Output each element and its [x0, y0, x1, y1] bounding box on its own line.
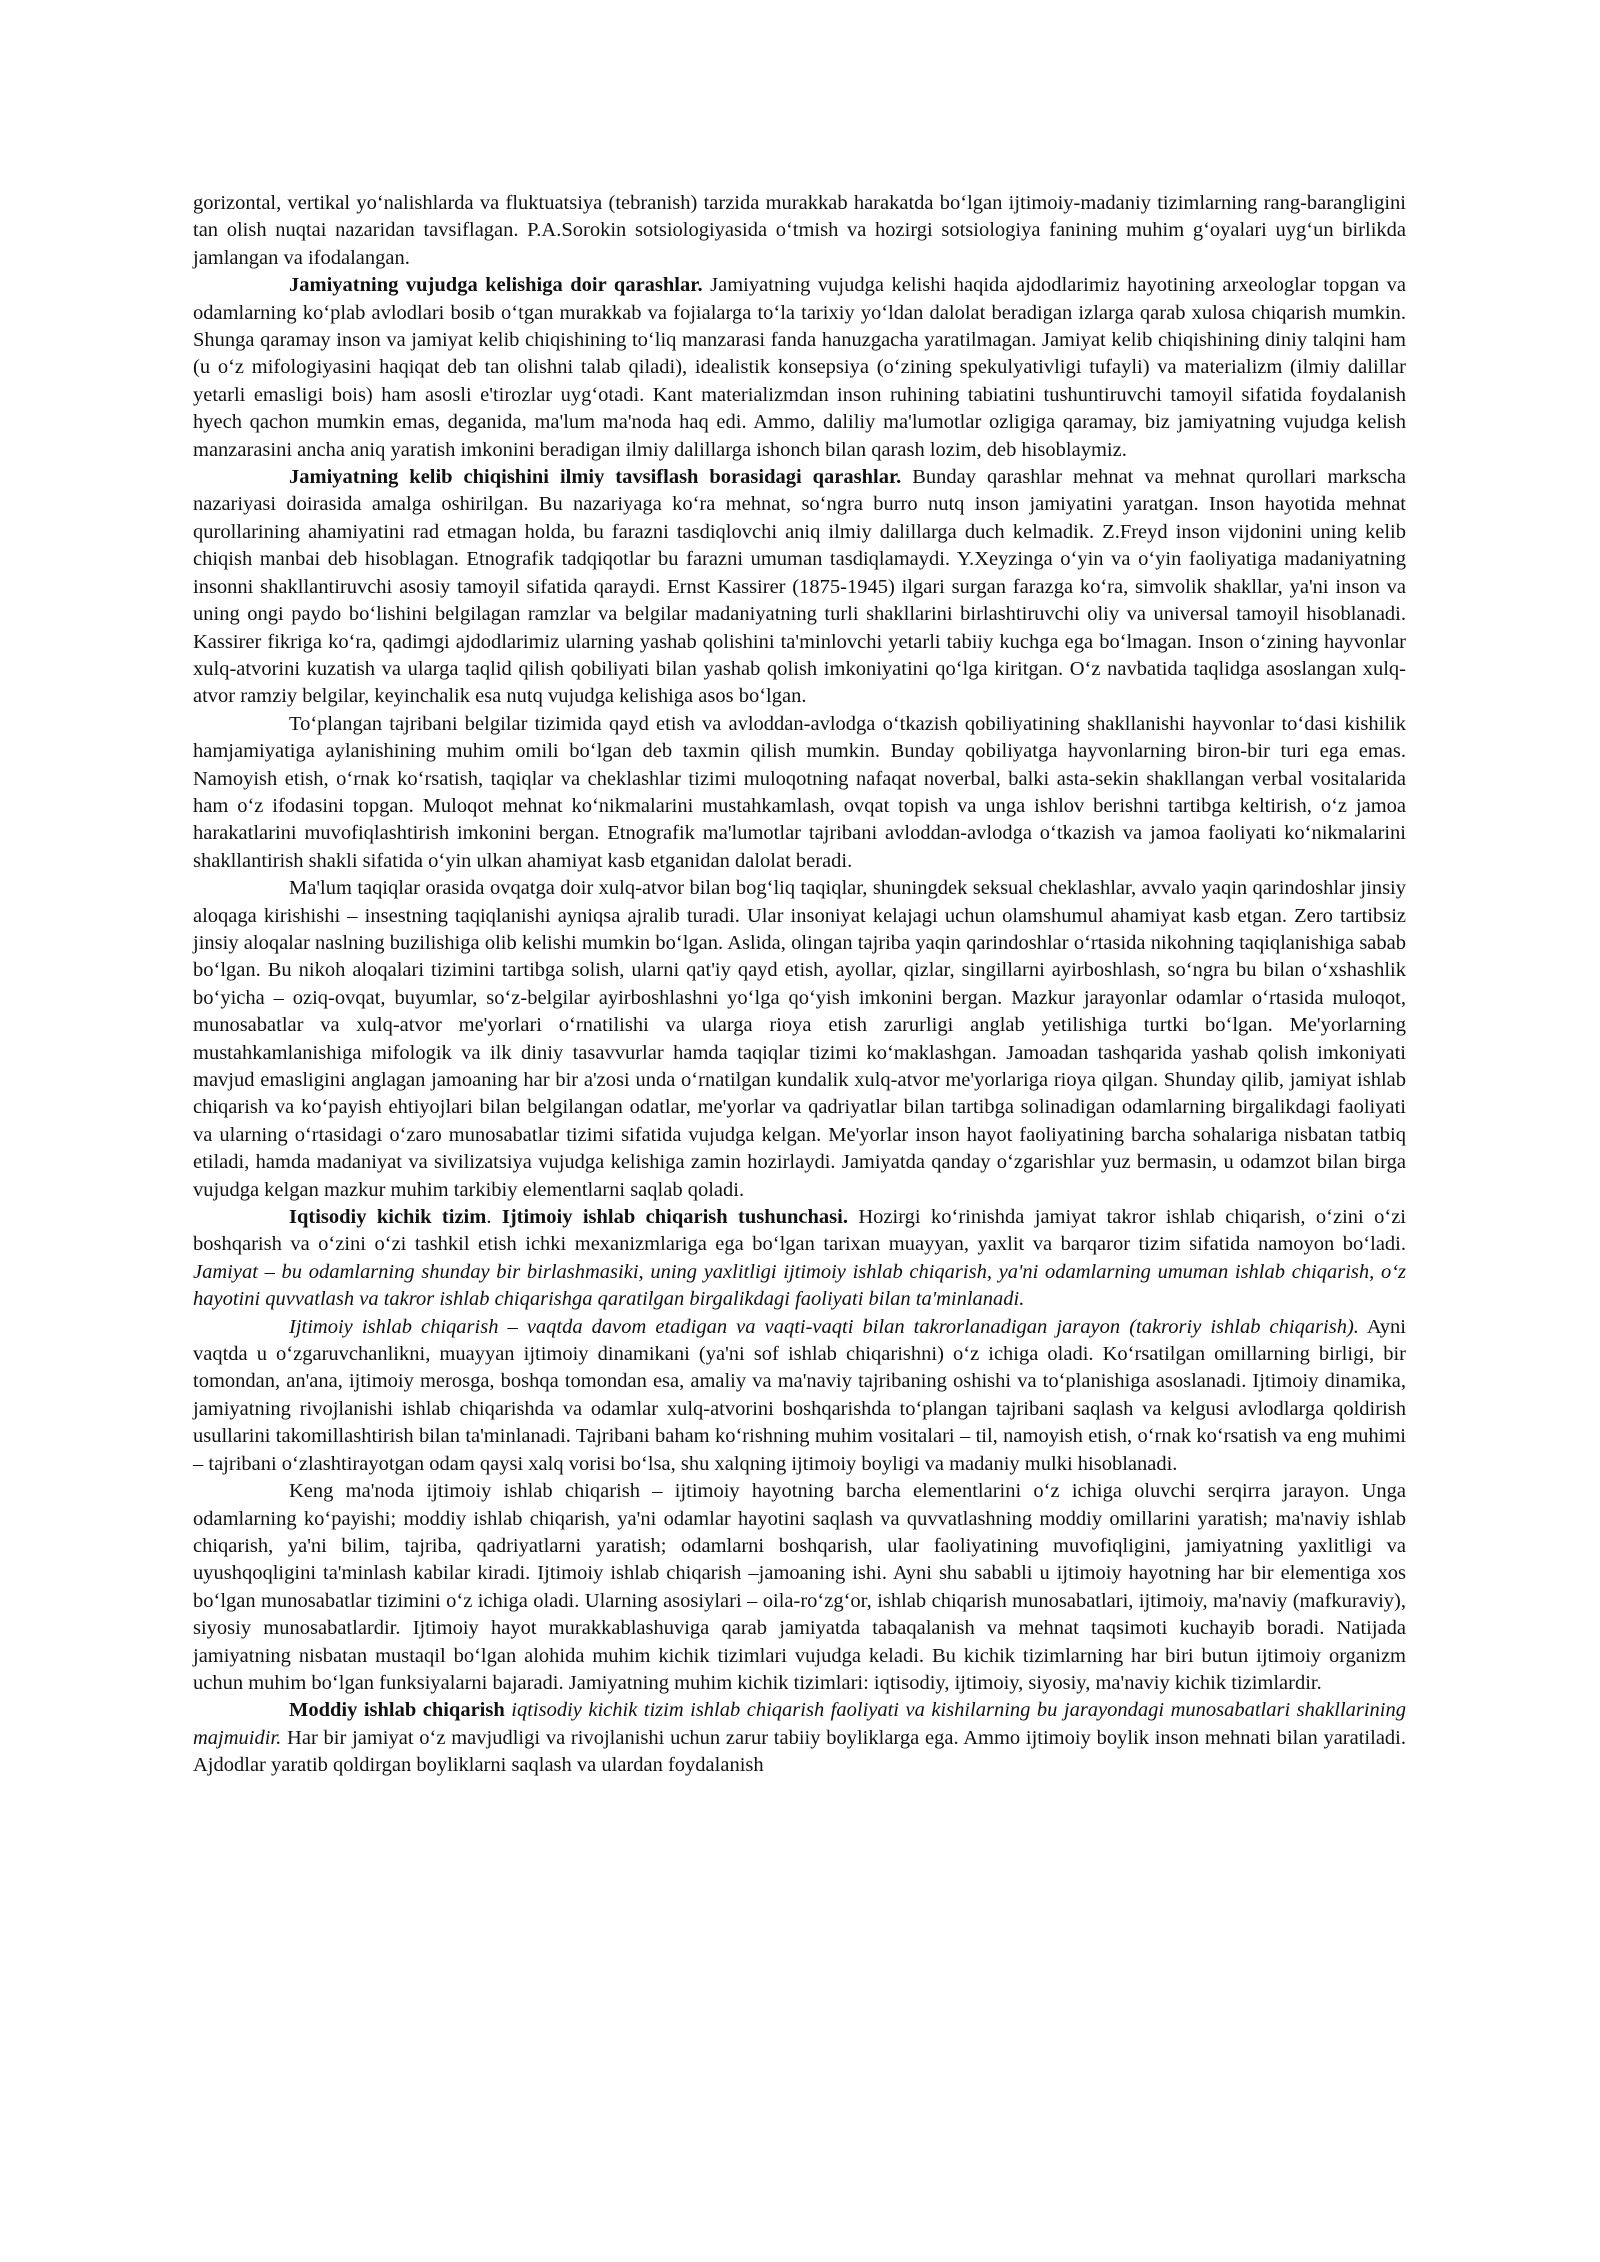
definition-text: iqtisodiy kichik tizim ishlab chiqarish faoliyati va kishilarning bu jarayondagi munosabatlari shakllarining majmuidir.: [193, 1699, 1406, 1749]
section-heading: Iqtisodiy kichik tizim: [289, 1206, 487, 1229]
text-run: Ayni vaqtda u o‘zgaruvchanlikni, muayyan ijtimoiy dinamikani (ya'ni sof ishlab chiqarishni) o‘z ichiga oladi. Ko‘rsatilgan omillarning birligi, bir tomondan, an'ana, ijtimoiy merosga, boshqa tomondan esa, amaliy va ma'naviy tajribaning oshishi va to‘planishiga asoslanadi. Ijtimoiy dinamika, jamiyatning rivojlanishi ishlab chiqarishda va odamlar xulq-atvorini boshqarishda to‘plangan tajribani saqlash va kelgusi avlodlarga qoldirish usullarini takomillashtirish bilan ta'minlanadi. Tajribani baham ko‘rishning muhim vositalari – til, namoyish etish, o‘rnak ko‘rsatish va eng muhimi – tajribani o‘zlashtirayotgan odam qaysi xalq vorisi bo‘lsa, shu xalqning ijtimoiy boyligi va madaniy mulki hisoblanadi.: [193, 1315, 1406, 1475]
paragraph-material-production: [193, 1697, 1406, 1779]
paragraph-experience: [193, 711, 1406, 875]
section-heading: Jamiyatning vujudga kelishiga doir qarashlar.: [289, 274, 703, 297]
text-run: Bunday qarashlar mehnat va mehnat qurollari markscha nazariyasi doirasida amalga oshirilgan. Bu nazariyaga ko‘ra mehnat, so‘ngra burro nutq inson jamiyatini yaratgan. Inson hayotida mehnat qurollarining ahamiyatini rad etmagan holda, bu farazni tasdiqlovchi aniq ilmiy dalillarga duch kelmadik. Z.Freyd inson vijdonini uning kelib chiqish manbai deb hisoblagan. Etnografik tadqiqotlar bu farazni umuman tasdiqlamaydi. Y.Xeyzinga o‘yin va o‘yin faoliyatiga madaniyatning insonni shakllantiruvchi asosiy tamoyil sifatida qaraydi. Ernst Kassirer (1875-1945) ilgari surgan farazga ko‘ra, simvolik shakllar, ya'ni inson va uning ongi paydo bo‘lishini belgilagan ramzlar va belgilar madaniyatning turli shakllarini birlashtiruvchi oliy va universal tamoyil hisoblanadi. Kassirer fikriga ko‘ra, qadimgi ajdodlarimiz ularning yashab qolishini ta'minlovchi yetarli tabiiy kuchga ega bo‘lmagan. Inson o‘zining hayvonlar xulq-atvorini kuzatish va ularga taqlid qilish qobiliyati bilan yashab qolish imkoniyatini qo‘lga kiritgan. O‘z navbatida taqlidga asoslangan xulq-atvor ramziy belgilar, keyinchalik esa nutq vujudga kelishiga asos bo‘lgan.: [193, 466, 1406, 708]
text-run: To‘plangan tajribani belgilar tizimida qayd etish va avloddan-avlodga o‘tkazish qobiliyatining shakllanishi hayvonlar to‘dasi kishilik hamjamiyatiga aylanishining muhim omili bo‘lgan deb taxmin qilish mumkin. Bunday qobiliyatga hayvonlarning biron-bir turi ega emas. Namoyish etish, o‘rnak ko‘rsatish, taqiqlar va cheklashlar tizimi muloqotning nafaqat noverbal, balki asta-sekin shakllangan verbal vositalarida ham o‘z ifodasini topgan. Muloqot mehnat ko‘nikmalarini mustahkamlash, ovqat topish va unga ishlov berishni tartibga keltirish, o‘z jamoa harakatlarini muvofiqlashtirish imkonini bergan. Etnografik ma'lumotlar tajribani avloddan-avlodga o‘tkazish va jamoa faoliyati ko‘nikmalarini shakllantirish shakli sifatida o‘yin ulkan ahamiyat kasb etganidan dalolat beradi.: [193, 712, 1406, 872]
paragraph-economic-subsystem: [193, 1204, 1406, 1314]
paragraph-broad-meaning: [193, 1478, 1406, 1697]
paragraph-scientific-views: [193, 464, 1406, 711]
text-run: Hozirgi ko‘rinishda jamiyat takror ishlab chiqarish, o‘zini o‘zi boshqarish va o‘zini o‘zi tashkil etish ichki mexanizmlariga ega bo‘lgan tarixan muayyan, yaxlit va barqaror tizim sifatida namoyon bo‘ladi.: [193, 1206, 1407, 1256]
text-run: Jamiyatning vujudga kelishi haqida ajdodlarimiz hayotining arxeologlar topgan va odamlarning ko‘plab avlodlari bosib o‘tgan murakkab va fojialarga to‘la tarixiy yo‘ldan dalolat beradigan izlarga qarab xulosa chiqarish mumkin. Shunga qaramay inson va jamiyat kelib chiqishining to‘liq manzarasi fanda hanuzgacha yaratilmagan. Jamiyat kelib chiqishining diniy talqini ham (u o‘z mifologiyasini haqiqat deb tan olishni talab qiladi), idealistik konsepsiya (o‘zining spekulyativligi tufayli) va materializm (ilmiy dalillar yetarli emasligi bois) ham asosli e'tirozlar uyg‘otadi. Kant materializmdan inson ruhining tabiatini tushuntiruvchi tamoyil sifatida foydalanish hyech qachon mumkin emas, deganida, ma'lum ma'noda haq edi. Ammo, daliliy ma'lumotlar ozligiga qaramay, biz jamiyatning vujudga kelish manzarasini ancha aniq yaratish imkonini beradigan ilmiy dalillarga ishonch bilan qarash lozim, deb hisoblaymiz.: [193, 274, 1406, 461]
section-heading: Jamiyatning kelib chiqishini ilmiy tavsiflash borasidagi qarashlar.: [289, 466, 902, 489]
paragraph-taboos: [193, 875, 1406, 1204]
section-heading: Moddiy ishlab chiqarish: [289, 1699, 505, 1722]
definition-text: Jamiyat – bu odamlarning shunday bir birlashmasiki, uning yaxlitligi ijtimoiy ishlab chiqarish, ya'ni odamlarning umuman ishlab chiqarish, o‘z hayotini quvvatlash va takror ishlab chiqarishga qaratilgan birgalikdagi faoliyati bilan ta'minlanadi.: [193, 1260, 1406, 1311]
document-page: [193, 190, 1406, 1780]
text-run: .: [486, 1206, 502, 1229]
paragraph-sorokin: [193, 190, 1406, 272]
text-run: gorizontal, vertikal yo‘nalishlarda va fluktuatsiya (tebranish) tarzida murakkab harakatda bo‘lgan ijtimoiy-madaniy tizimlarning rang-barangligini tan olish nuqtai nazaridan tavsiflagan. P.A.Sorokin sotsiologiyasida o‘tmish va hozirgi sotsiologiya fanining muhim g‘oyalari uyg‘un birlikda jamlangan va ifodalangan.: [193, 192, 1406, 269]
paragraph-social-production: [193, 1314, 1406, 1478]
definition-text: Ijtimoiy ishlab chiqarish – vaqtda davom etadigan va vaqti-vaqti bilan takrorlanadigan jarayon (takroriy ishlab chiqarish).: [289, 1315, 1359, 1338]
text-run: Har bir jamiyat o‘z mavjudligi va rivojlanishi uchun zarur tabiiy boyliklarga ega. Ammo ijtimoiy boylik inson mehnati bilan yaratiladi. Ajdodlar yaratib qoldirgan boyliklarni saqlash va ulardan foydalanish: [193, 1726, 1406, 1777]
text-run: Keng ma'noda ijtimoiy ishlab chiqarish – ijtimoiy hayotning barcha elementlarini o‘z ichiga oluvchi serqirra jarayon. Unga odamlarning ko‘payishi; moddiy ishlab chiqarish, ya'ni odamlar hayotini saqlash va quvvatlashning moddiy omillarini yaratish; ma'naviy ishlab chiqarish, ya'ni bilim, tajriba, qadriyatlarni yaratish; odamlarni boshqarish, ular faoliyatining muvofiqligini, jamiyatning yaxlitligi va uyushqoqligini ta'minlash kabilar kiradi. Ijtimoiy ishlab chiqarish –jamoaning ishi. Ayni shu sababli u ijtimoiy hayotning har bir elementiga xos bo‘lgan munosabatlar tizimini o‘z ichiga oladi. Ularning asosiylari – oila-ro‘zg‘or, ishlab chiqarish munosabatlari, ijtimoiy, ma'naviy (mafkuraviy), siyosiy munosabatlardir. Ijtimoiy hayot murakkablashuviga qarab jamiyatda tabaqalanish va mehnat taqsimoti kuchayib boradi. Natijada jamiyatning nisbatan mustaqil bo‘lgan alohida muhim kichik tizimlari vujudga keladi. Bu kichik tizimlarning har biri butun ijtimoiy organizm uchun muhim bo‘lgan funksiyalarni bajaradi. Jamiyatning muhim kichik tizimlari: iqtisodiy, ijtimoiy, siyosiy, ma'naviy kichik tizimlardir.: [193, 1480, 1406, 1694]
text-run: Ma'lum taqiqlar orasida ovqatga doir xulq-atvor bilan bog‘liq taqiqlar, shuningdek seksual cheklashlar, avvalo yaqin qarindoshlar jinsiy aloqaga kirishishi – insestning taqiqlanishi ayniqsa ajralib turadi. Ular insoniyat kelajagi uchun olamshumul ahamiyat kasb etgan. Zero tartibsiz jinsiy aloqalar naslning buzilishiga olib kelishi mumkin bo‘lgan. Aslida, olingan tajriba yaqin qarindoshlar o‘rtasida nikohning taqiqlanishiga sabab bo‘lgan. Bu nikoh aloqalari tizimini tartibga solish, ularni qat'iy qayd etish, ayollar, qizlar, singillarni ayirboshlash, so‘ngra bu bilan o‘xshashlik bo‘yicha – oziq-ovqat, buyumlar, so‘z-belgilar ayirboshlashni yo‘lga qo‘yish imkonini bergan. Mazkur jarayonlar odamlar o‘rtasida muloqot, munosabatlar va xulq-atvor me'yorlari o‘rnatilishi va ularga rioya etish zarurligi anglab yetilishiga turtki bo‘lgan. Me'yorlarning mustahkamlanishiga mifologik va ilk diniy tasavvurlar hamda taqiqlar tizimi ko‘maklashgan. Jamoadan tashqarida yashab qolish imkoniyati mavjud emasligini anglagan jamoaning har bir a'zosi unda o‘rnatilgan kundalik xulq-atvor me'yorlariga rioya qilgan. Shunday qilib, jamiyat ishlab chiqarish va ko‘payish ehtiyojlari bilan belgilangan odatlar, me'yorlar va qadriyatlar bilan tartibga solinadigan odamlarning birgalikdagi faoliyati va ularning o‘rtasidagi o‘zaro munosabatlar tizimi sifatida vujudga kelgan. Me'yorlar inson hayot faoliyatining barcha sohalariga nisbatan tatbiq etiladi, hamda madaniyat va sivilizatsiya vujudga kelishiga zamin hozirlaydi. Jamiyatda qanday o‘zgarishlar yuz bermasin, u odamzot bilan birga vujudga kelgan mazkur muhim tarkibiy elementlarni saqlab qoladi.: [193, 877, 1406, 1201]
section-heading: Ijtimoiy ishlab chiqarish tushunchasi.: [501, 1206, 848, 1229]
paragraph-emergence-views: [193, 272, 1406, 464]
